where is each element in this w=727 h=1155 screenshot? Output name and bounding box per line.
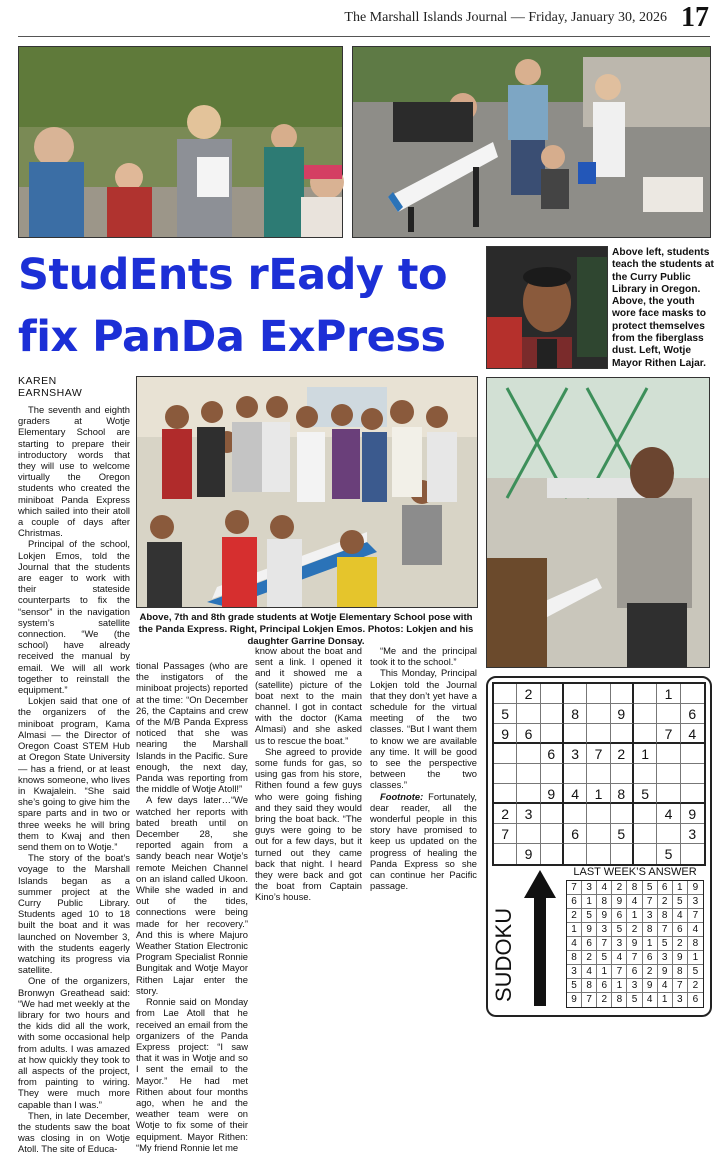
sudoku-cell — [517, 824, 540, 844]
sudoku-cell — [494, 744, 517, 764]
answer-cell: 1 — [658, 993, 673, 1007]
answer-cell: 8 — [597, 895, 612, 909]
answer-cell: 8 — [688, 937, 703, 951]
photo-caption-right: Above left, students teach the students at the Curry Public Library in Oregon. Above, the youth wore face masks to protect themselves from the fiberglass dust. Left, Wotje Mayor Rithen Lajar. — [612, 247, 714, 369]
sudoku-cell — [587, 824, 610, 844]
sudoku-cell: 3 — [564, 744, 587, 764]
sudoku-cell — [657, 824, 680, 844]
sudoku-puzzle-grid — [492, 682, 706, 866]
answer-cell: 9 — [688, 881, 703, 895]
sudoku-cell — [634, 824, 657, 844]
sudoku-cell: 2 — [517, 684, 540, 704]
sudoku-cell: 8 — [564, 704, 587, 724]
sudoku-cell — [494, 784, 517, 804]
paragraph: She agreed to provide some funds for gas, so using gas from his store, Rithen found a few guys who were going fishing and they said they would bring the boat back. “The guys were going to be out for a few days, but it turned out they came back that night. I heard they were back and got the boat from Captain Kino’s house. — [255, 745, 362, 903]
paragraph: Then, in late December, the students saw the boat was closing in on Wotje Atoll. The site of Educa- — [18, 1109, 130, 1155]
answer-cell: 6 — [612, 909, 627, 923]
headline-line-2: fix PanDa ExPress — [18, 312, 446, 362]
class-photo — [136, 376, 478, 608]
answer-cell: 3 — [567, 965, 582, 979]
answer-cell: 2 — [673, 937, 688, 951]
sudoku-cell — [564, 764, 587, 784]
answer-cell: 2 — [597, 993, 612, 1007]
headline — [18, 244, 478, 368]
article-column-1 — [18, 404, 130, 1155]
sudoku-cell — [564, 844, 587, 864]
answer-cell: 1 — [688, 951, 703, 965]
photo-caption-center: Above, 7th and 8th grade students at Wotje Elementary School pose with the Panda Express. Right, Principal Lokjen Emos. Photos: Lokjen and his daughter Garrine Donsay. — [138, 612, 474, 647]
sudoku-cell: 5 — [657, 844, 680, 864]
sudoku-cell — [517, 704, 540, 724]
answer-cell: 3 — [688, 895, 703, 909]
sudoku-cell: 9 — [611, 704, 634, 724]
sudoku-cell — [634, 804, 657, 824]
answer-cell: 4 — [627, 895, 642, 909]
answer-cell: 8 — [582, 979, 597, 993]
sudoku-cell: 5 — [634, 784, 657, 804]
answer-cell: 5 — [658, 937, 673, 951]
paragraph: Lokjen said that one of the organizers of the miniboat program, Kama Almasi — the Director of Oregon Coast STEM Hub at Oregon State University — has a friend, or at least knows someone, who lives in Kwajalein. “She said she’s going to give him the spare parts and in two or three weeks he will bring them to Kwaj and then send them on to Wotje.” — [18, 695, 130, 852]
sudoku-cell: 6 — [564, 824, 587, 844]
answer-cell: 5 — [597, 951, 612, 965]
answer-cell: 7 — [658, 923, 673, 937]
answer-cell: 4 — [567, 937, 582, 951]
sudoku-cell — [634, 764, 657, 784]
answer-cell: 7 — [567, 881, 582, 895]
answer-cell: 9 — [627, 937, 642, 951]
sudoku-cell: 6 — [681, 704, 704, 724]
students-library-photo — [18, 46, 343, 238]
sudoku-cell: 9 — [517, 844, 540, 864]
answer-cell: 6 — [643, 951, 658, 965]
paragraph: Ronnie said on Monday from Lae Atoll that he received an email from the organizers of the Panda Express project: “I saw that it was in Wotje and so I sent the email to the Mayor.” He had met Rithen about four months ago, when he and the weather team were on Wotje to fix some of their equipment. Mayor Rithen: “My friend Ronnie let me — [136, 996, 248, 1153]
answer-cell: 3 — [673, 993, 688, 1007]
answer-cell: 2 — [643, 965, 658, 979]
header-rule — [18, 36, 710, 37]
answer-cell: 4 — [612, 951, 627, 965]
sudoku-cell: 7 — [657, 724, 680, 744]
sudoku-cell — [541, 844, 564, 864]
sudoku-cell — [611, 804, 634, 824]
answer-cell: 4 — [643, 993, 658, 1007]
sudoku-cell — [657, 764, 680, 784]
answer-cell: 7 — [612, 965, 627, 979]
answer-cell: 7 — [643, 895, 658, 909]
paragraph: The story of the boat’s voyage to the Marshall Islands began as a summer project at the Curry Public Library. Students aged 10 to 18 built the boat and it was launched on November 3, with the students eagerly watching its progress via satellite. — [18, 852, 130, 976]
answer-cell: 7 — [597, 937, 612, 951]
answer-cell: 7 — [627, 951, 642, 965]
answer-cell: 5 — [567, 979, 582, 993]
answer-cell: 2 — [658, 895, 673, 909]
sudoku-cell: 5 — [611, 824, 634, 844]
answer-cell: 9 — [673, 951, 688, 965]
sudoku-cell: 1 — [657, 684, 680, 704]
sudoku-cell — [541, 704, 564, 724]
answer-cell: 3 — [597, 923, 612, 937]
sudoku-cell — [657, 704, 680, 724]
answer-cell: 9 — [597, 909, 612, 923]
answer-cell: 8 — [643, 923, 658, 937]
answer-cell: 4 — [688, 923, 703, 937]
publication-line: The Marshall Islands Journal — Friday, January 30, 2026 — [344, 10, 667, 25]
sudoku-cell — [541, 804, 564, 824]
answer-cell: 8 — [673, 965, 688, 979]
answer-cell: 6 — [658, 881, 673, 895]
sudoku-cell — [634, 704, 657, 724]
sudoku-cell — [681, 764, 704, 784]
answer-cell: 7 — [582, 993, 597, 1007]
sudoku-cell — [541, 824, 564, 844]
footnote-paragraph: Footnote: Fortunately, dear reader, all the wonderful people in this story have promised to keep us updated on the progress of healing the Panda Express so she can continue her Pacific passage. — [370, 790, 477, 892]
paragraph: The seventh and eighth graders at Wotje Elementary School are starting to prepare their introductory words that they will use to welcome virtually the Oregon students who created the miniboat Panda Express which sailed into their atoll a couple of days after Christmas. — [18, 404, 130, 539]
answer-cell: 2 — [582, 951, 597, 965]
sudoku-cell: 9 — [494, 724, 517, 744]
sudoku-cell — [517, 784, 540, 804]
last-week-answer-grid — [566, 880, 704, 1008]
sudoku-cell — [494, 764, 517, 784]
answer-cell: 9 — [567, 993, 582, 1007]
sudoku-cell: 9 — [681, 804, 704, 824]
answer-cell: 9 — [658, 965, 673, 979]
sudoku-cell — [681, 684, 704, 704]
headline-line-1: StudEnts rEady to — [18, 250, 447, 300]
sudoku-cell — [517, 764, 540, 784]
sudoku-cell — [611, 724, 634, 744]
paragraph: This Monday, Principal Lokjen told the Journal that they don’t yet have a schedule for the virtual meeting of the two classes. “But I want them to know we are available any time. It will be good to see the perspective between the two classes.” — [370, 667, 477, 791]
paragraph: Principal of the school, Lokjen Emos, told the Journal that the students are eager to work with their stateside counterparts to fix the “sensor” in the navigation system’s satellite connection. “We (the school) have already received the manual by email. We will all work together to reinstall the equipment.” — [18, 538, 130, 696]
answer-cell: 6 — [627, 965, 642, 979]
sudoku-cell — [517, 744, 540, 764]
paragraph: One of the organizers, Bronwyn Greathead said: “We had met weekly at the library for two hours and the kids did all the work, with some occasional help from adults. I was amazed at how quickly they took to all aspects of the project, from painting to wiring. They were much more capable than I was.” — [18, 975, 130, 1110]
sudoku-cell: 7 — [587, 744, 610, 764]
answer-cell: 5 — [673, 895, 688, 909]
answer-cell: 4 — [658, 979, 673, 993]
paragraph: A few days later…“We watched her reports with bated breath until on December 28, she reported again from a sandy beach near Wotje’s remote Meichen Channel on an island called Ukoon. While she waded in and out of the tides, connections were being made for her recovery.” And this is where Majuro Weather Station Electronic Program Specialist Ronnie Bungitak and Wotje Mayor Rithen Lajar enter the story. — [136, 794, 248, 996]
answer-cell: 3 — [643, 909, 658, 923]
answer-cell: 1 — [582, 895, 597, 909]
footnote-label: Footnote: — [380, 790, 424, 802]
sudoku-cell — [634, 844, 657, 864]
answer-cell: 1 — [643, 937, 658, 951]
sudoku-cell — [657, 784, 680, 804]
sudoku-label-text: SUDOKU — [491, 907, 516, 1002]
sudoku-cell — [634, 684, 657, 704]
sudoku-cell: 6 — [517, 724, 540, 744]
sudoku-cell — [541, 684, 564, 704]
sudoku-cell — [611, 844, 634, 864]
answer-cell: 3 — [612, 937, 627, 951]
sudoku-cell — [564, 804, 587, 824]
sudoku-cell — [587, 704, 610, 724]
sudoku-cell: 2 — [611, 744, 634, 764]
answer-cell: 4 — [582, 965, 597, 979]
sudoku-cell — [587, 764, 610, 784]
answer-cell: 2 — [627, 923, 642, 937]
sudoku-cell: 8 — [611, 784, 634, 804]
sudoku-cell — [681, 784, 704, 804]
sudoku-cell: 4 — [657, 804, 680, 824]
answer-cell: 1 — [673, 881, 688, 895]
answer-cell: 6 — [567, 895, 582, 909]
boat-workshop-photo — [352, 46, 711, 238]
answer-cell: 5 — [688, 965, 703, 979]
answer-cell: 6 — [673, 923, 688, 937]
answer-cell: 2 — [612, 881, 627, 895]
answer-cell: 7 — [673, 979, 688, 993]
answer-cell: 9 — [612, 895, 627, 909]
answer-cell: 8 — [627, 881, 642, 895]
answer-cell: 5 — [612, 923, 627, 937]
sudoku-cell — [494, 844, 517, 864]
sudoku-cell — [634, 724, 657, 744]
byline-last-name: EARNSHAW — [18, 387, 83, 399]
sudoku-cell — [611, 684, 634, 704]
answer-cell: 2 — [688, 979, 703, 993]
answer-cell: 9 — [582, 923, 597, 937]
sudoku-cell — [494, 684, 517, 704]
sudoku-cell: 6 — [541, 744, 564, 764]
up-arrow-icon — [522, 868, 558, 1008]
answer-cell: 1 — [612, 979, 627, 993]
answer-cell: 8 — [612, 993, 627, 1007]
sudoku-cell: 4 — [564, 784, 587, 804]
sudoku-cell — [611, 764, 634, 784]
sudoku-cell — [564, 724, 587, 744]
sudoku-cell — [657, 744, 680, 764]
paragraph: know about the boat and sent a link. I opened it and it showed me a (satellite) picture of the boat next to the main channel. I got in contact with the doctor (Kama Almasi) and she asked us to rescue the boat.” — [255, 645, 362, 746]
paragraph: tional Passages (who are the instigators of the miniboat projects) reported at the time: “On December 26, the Captains and crew of the M/B Panda Express noticed that she was nearing the Marshall Islands in the Pacific. Sure enough, the next day, Panda was reporting from the middle of Wotje Atoll!” — [136, 660, 248, 795]
answer-cell: 5 — [627, 993, 642, 1007]
answer-cell: 6 — [692, 994, 699, 1005]
sudoku-cell — [587, 724, 610, 744]
sudoku-cell — [587, 844, 610, 864]
sudoku-cell — [681, 844, 704, 864]
article-column-2 — [136, 660, 248, 1153]
sudoku-cell: 3 — [517, 804, 540, 824]
answer-cell: 4 — [673, 909, 688, 923]
mayor-portrait-photo — [486, 246, 608, 369]
page-header — [0, 0, 727, 36]
answer-cell: 3 — [658, 951, 673, 965]
answer-cell: 6 — [582, 937, 597, 951]
sudoku-cell: 9 — [541, 784, 564, 804]
sudoku-cell: 4 — [681, 724, 704, 744]
sudoku-label — [491, 866, 517, 1006]
last-week-answer-title: LAST WEEK’S ANSWER — [573, 866, 697, 878]
answer-cell: 6 — [597, 979, 612, 993]
sudoku-cell: 5 — [494, 704, 517, 724]
sudoku-cell: 2 — [494, 804, 517, 824]
paragraph: “Me and the principal took it to the school.” — [370, 645, 477, 668]
sudoku-cell — [681, 744, 704, 764]
principal-photo — [486, 377, 710, 668]
answer-cell: 1 — [627, 909, 642, 923]
answer-cell: 3 — [627, 979, 642, 993]
byline — [18, 375, 128, 399]
sudoku-cell — [541, 724, 564, 744]
article-column-3 — [255, 645, 477, 1015]
sudoku-cell: 7 — [494, 824, 517, 844]
sudoku-cell: 1 — [587, 784, 610, 804]
sudoku-cell — [587, 804, 610, 824]
answer-cell: 2 — [567, 909, 582, 923]
answer-cell: 5 — [643, 881, 658, 895]
answer-cell: 1 — [597, 965, 612, 979]
answer-cell: 1 — [567, 923, 582, 937]
answer-cell: 4 — [597, 881, 612, 895]
sudoku-cell — [541, 764, 564, 784]
sudoku-cell: 1 — [634, 744, 657, 764]
sudoku-cell — [587, 684, 610, 704]
answer-cell: 8 — [567, 951, 582, 965]
answer-cell: 9 — [643, 979, 658, 993]
answer-cell: 8 — [658, 909, 673, 923]
answer-cell: 5 — [582, 909, 597, 923]
answer-cell: 3 — [582, 881, 597, 895]
byline-first-name: KAREN — [18, 375, 57, 387]
page-number: 17 — [681, 2, 709, 33]
answer-cell: 7 — [688, 909, 703, 923]
sudoku-cell — [564, 684, 587, 704]
sudoku-cell: 3 — [681, 824, 704, 844]
